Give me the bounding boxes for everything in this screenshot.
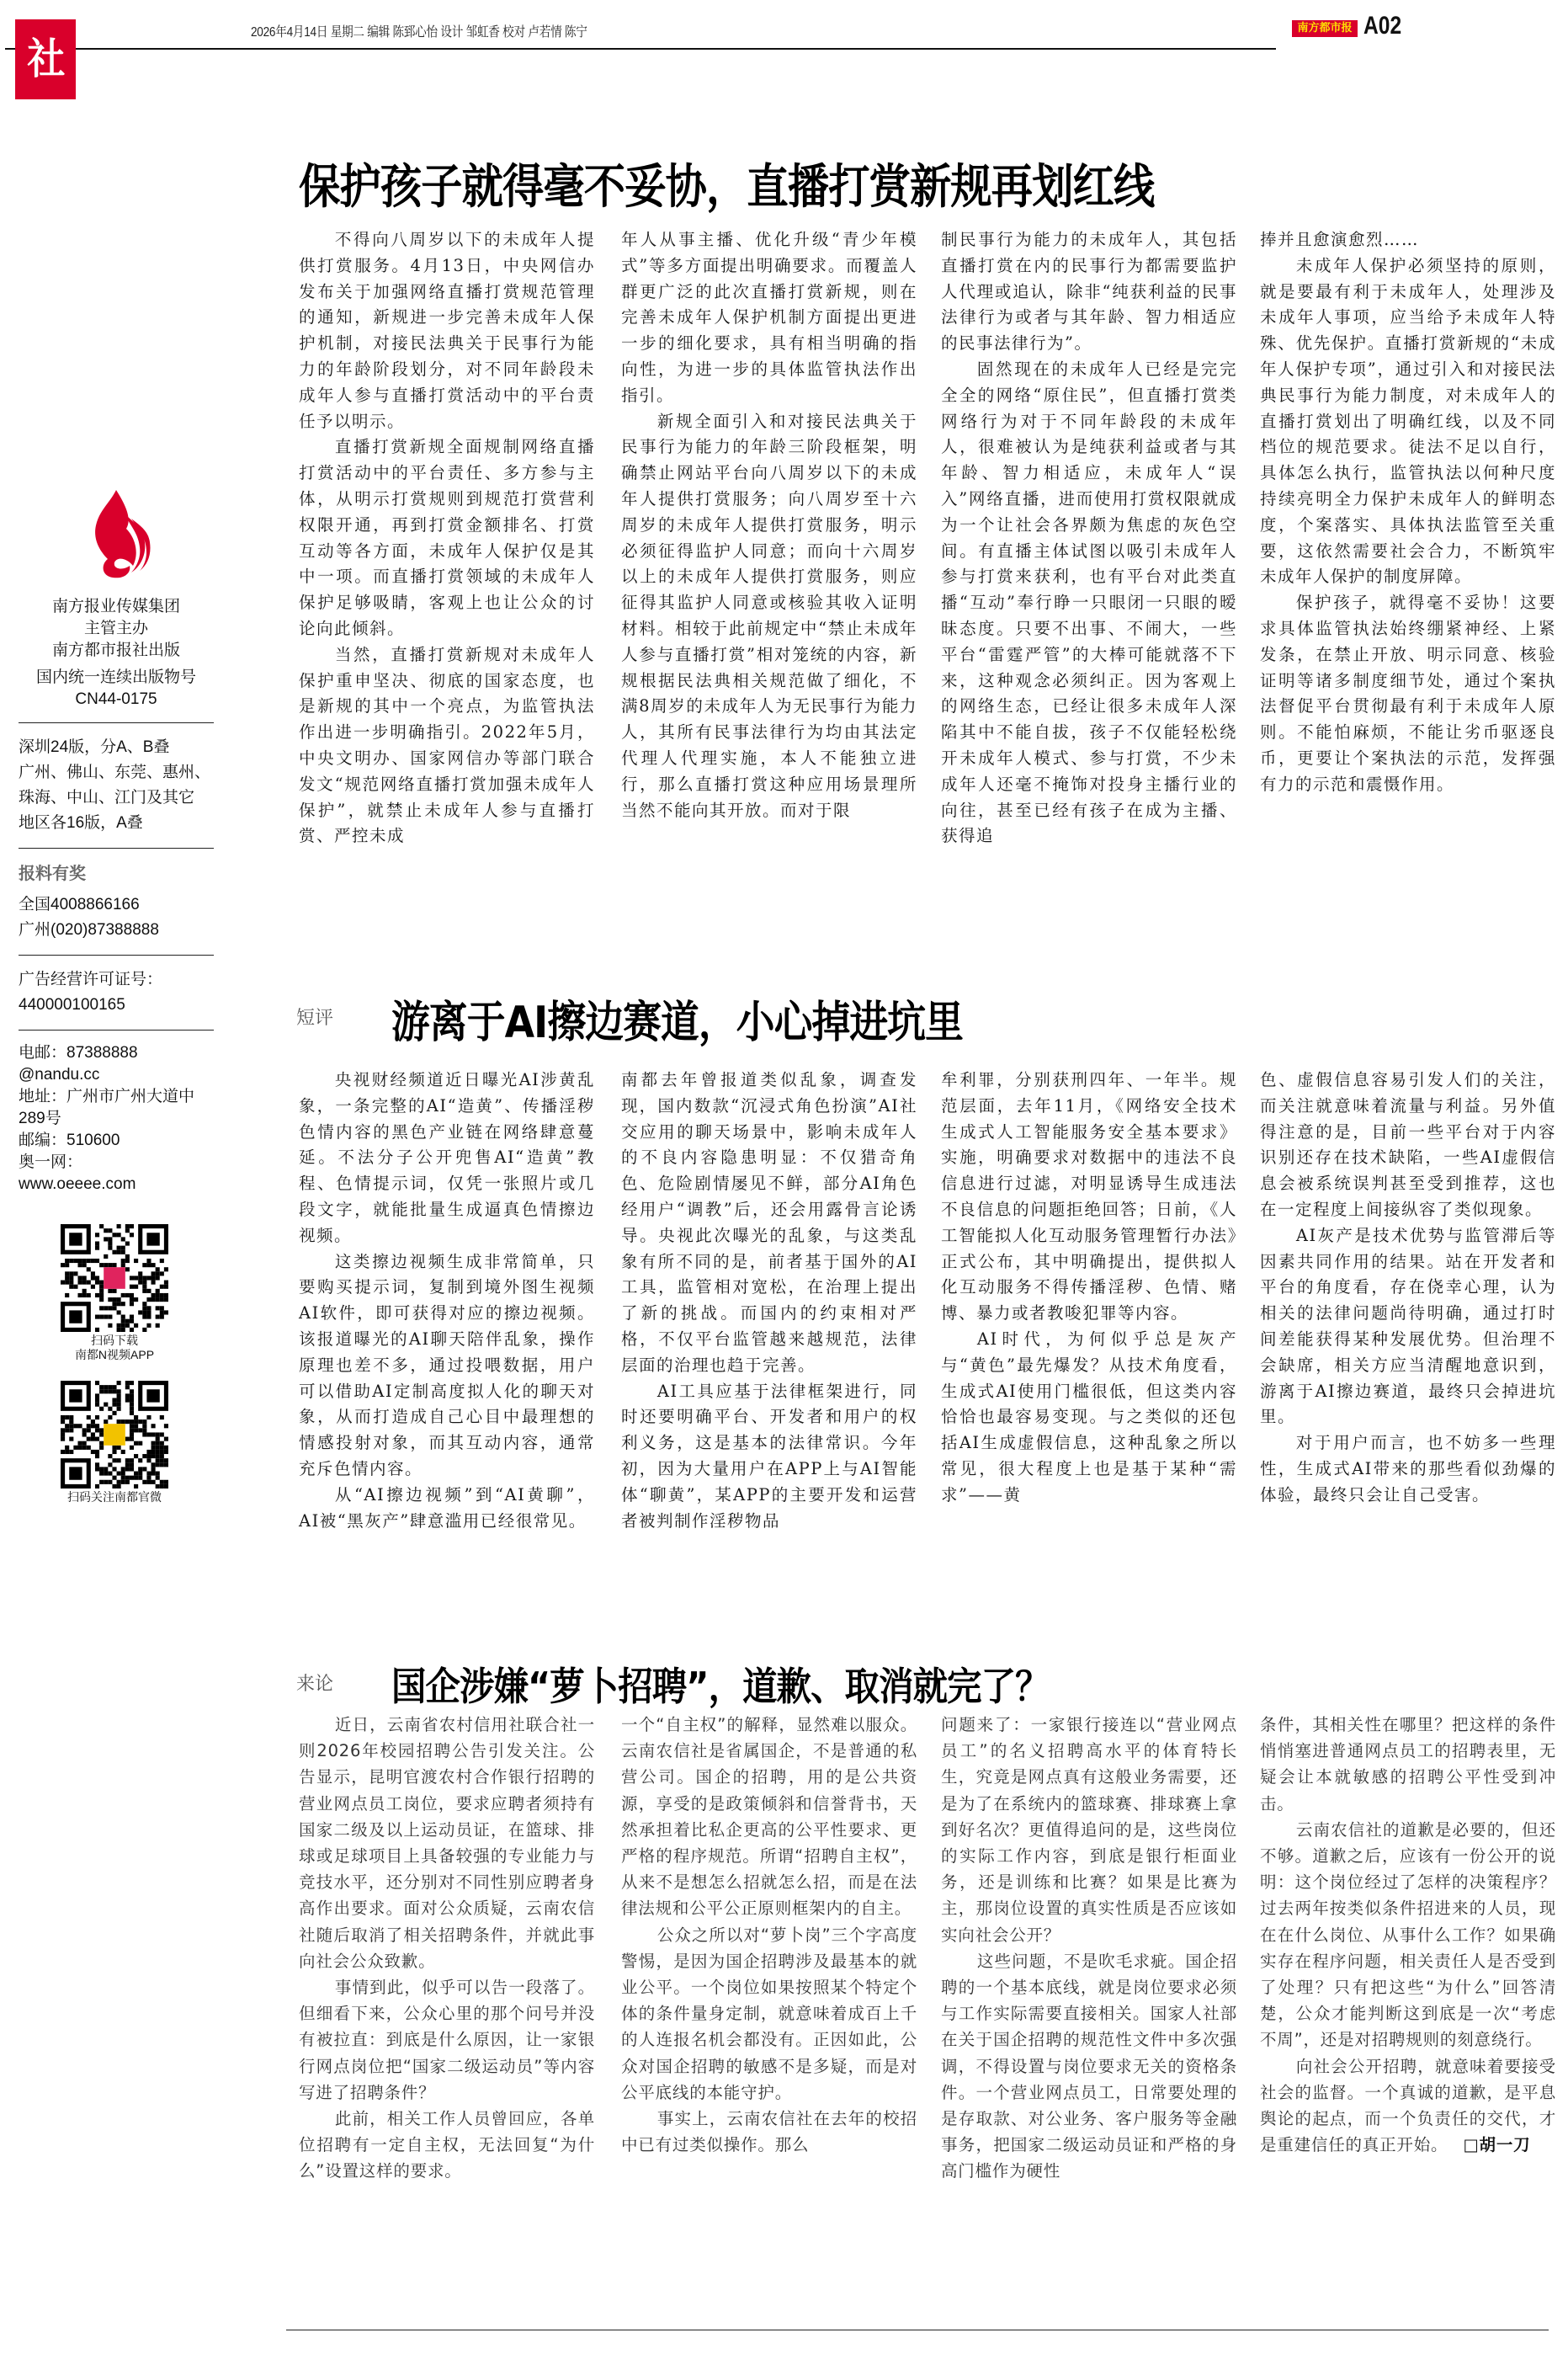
article-kicker: 短评 xyxy=(296,1008,334,1029)
article-headline: 游离于AI擦边赛道，小心掉进坑里 xyxy=(391,998,964,1048)
sidebar xyxy=(19,488,214,1505)
website-link[interactable]: www.oeeee.com xyxy=(19,1175,136,1193)
paragraph: 近日，云南省农村信用社联合社一则2026年校园招聘公告引发关注。公告显示，昆明官渡农村合作银行招聘的营业网点员工岗位，要求应聘者须持有国家二级及以上运动员证，在篮球、排球或足球项目上具备较强的专业能力与竞技水平，还分别对不同性别应聘者身高作出要求。面对公众质疑，云南农信社随后取消了相关招聘条件，并就此事向社会公众致歉。 xyxy=(299,1715,595,1971)
qr-code-icon xyxy=(61,1224,168,1332)
paragraph: 年人从事主播、优化升级“青少年模式”等多方面提出明确要求。而覆盖人群更广泛的此次直播打赏新规，则在完善未成年人保护机制方面提出更进一步的细化要求，具有相当明确的指向性，为进一步的具体监管执法作出指引。 xyxy=(621,230,917,405)
edition-line: 地区各16版，A叠 xyxy=(19,814,143,832)
article-column xyxy=(1260,1712,1556,2158)
paragraph: 捧并且愈演愈烈…… xyxy=(1260,230,1420,249)
serial-label: 国内统一连续出版物号 xyxy=(35,668,196,686)
edition-line: 珠海、中山、江门及其它 xyxy=(19,789,195,807)
contact-email-domain[interactable]: @nandu.cc xyxy=(19,1066,100,1084)
article-column xyxy=(941,1712,1237,2185)
author-byline: □胡一刀 xyxy=(1463,2135,1531,2155)
article-column xyxy=(299,1712,595,2185)
article-kicker: 来论 xyxy=(296,1674,334,1695)
tips-title: 报料有奖 xyxy=(19,865,86,883)
paragraph: 事实上，云南农信社在去年的校招中已有过类似操作。那么 xyxy=(621,2109,917,2155)
article-column xyxy=(941,1068,1237,1509)
qr-code-icon xyxy=(61,1381,168,1489)
edition-line: 广州、佛山、东莞、惠州、 xyxy=(19,764,211,781)
paragraph: 公众之所以对“萝卜岗”三个字高度警惕，是因为国企招聘涉及最基本的就业公平。一个岗位如果按照某个特定个体的条件量身定制，就意味着成百上千的人连报名机会都没有。正因如此，公众对国企招聘的敏感不是多疑，而是对公平底线的本能守护。 xyxy=(621,1925,917,2102)
article-column xyxy=(1260,227,1556,798)
article-headline: 国企涉嫌“萝卜招聘”，道歉、取消就完了？ xyxy=(391,1664,1050,1709)
article-column xyxy=(621,1712,917,2158)
qr-wechat-follow[interactable] xyxy=(61,1381,168,1505)
paragraph: 云南农信社的道歉是必要的，但还不够。道歉之后，应该有一份公开的说明：这个岗位经过了怎样的决策程序？过去两年按类似条件招进来的人员，现在在什么岗位、从事什么工作？如果确实存在程序问题，相关责任人是否受到了处理？只有把这些“为什么”回答清楚，公众才能判断这到底是一次“考虑不周”，还是对招聘规则的刻意绕行。 xyxy=(1260,1819,1556,2050)
article-column xyxy=(1260,1068,1556,1509)
contact-address-number: 289号 xyxy=(19,1110,61,1127)
hotline-national[interactable]: 全国4008866166 xyxy=(19,896,140,913)
qr-caption: 南都N视频APP xyxy=(74,1348,155,1361)
contact-email-line: 电邮：87388888 xyxy=(19,1044,138,1062)
publisher-info xyxy=(19,596,214,711)
article-column xyxy=(621,227,917,823)
paragraph: 南都去年曾报道类似乱象，调查发现，国内数款“沉浸式角色扮演”AI社交应用的聊天场景中，影响未成年人的不良内容隐患明显：不仅猎奇角色、危险剧情屡见不鲜，部分AI角色经用户“调教”后，还会用露骨言论诱导。央视此次曝光的乱象，与这类乱象有所不同的是，前者基于国外的AI工具，监管相对宽松，在治理上提出了新的挑战。而国内的约束相对严格，不仅平台监管越来越规范，法律层面的治理也趋于完善。 xyxy=(621,1070,917,1375)
paragraph: 未成年人保护必须坚持的原则，就是要最有利于未成年人，处理涉及未成年人事项，应当给予未成年人特殊、优先保护。直播打赏新规的“未成年人保护专项”，通过引入和对接民法典民事行为能力制度，对未成年人的直播打赏划出了明确红线，以及不同档位的规范要求。徒法不足以自行，具体怎么执行，监管执法以何种尺度持续亮明全力保护未成年人的鲜明态度，个案落实、具体执法监管至关重要，这依然需要社会合力，不断筑牢未成年人保护的制度屏障。 xyxy=(1260,255,1556,587)
divider xyxy=(19,722,214,723)
article-column xyxy=(299,1068,595,1534)
publisher-line: 南方报业传媒集团 xyxy=(51,598,180,615)
publisher-line: 南方都市报社出版 xyxy=(51,642,180,659)
contact-postcode: 邮编：510600 xyxy=(19,1132,120,1149)
paragraph: 从“AI擦边视频”到“AI黄聊”，AI被“黑灰产”肆意滥用已经很常见。 xyxy=(299,1484,595,1531)
paragraph: 这类擦边视频生成非常简单，只要购买提示词，复制到境外图生视频AI软件，即可获得对应的擦边视频。该报道曝光的AI聊天陪伴乱象，操作原理也差不多，通过投喂数据，用户可以借助AI定制高度拟人化的聊天对象，从而打造成自己心目中最理想的情感投射对象，而其互动内容，通常充斥色情内容。 xyxy=(299,1251,595,1478)
paragraph: 此前，相关工作人员曾回应，各单位招聘有一定自主权，无法回复“为什么”设置这样的要求。 xyxy=(299,2109,595,2181)
paragraph: 条件，其相关性在哪里？把这样的条件悄悄塞进普通网点员工的招聘表里，无疑会让本就敏感的招聘公平性受到冲击。 xyxy=(1260,1715,1556,1813)
paragraph: 问题来了：一家银行接连以“营业网点员工”的名义招聘高水平的体育特长生，究竟是网点真有这般业务需要，还是为了在系统内的篮球赛、排球赛上拿到好名次？更值得追问的是，这些岗位的实际工作内容，到底是银行柜面业务，还是训练和比赛？如果是比赛为主，那岗位设置的真实性质是否应该如实向社会公开？ xyxy=(941,1715,1237,1945)
article-column xyxy=(621,1068,917,1534)
section-badge xyxy=(15,19,76,163)
paragraph: 固然现在的未成年人已经是完完全全的网络“原住民”，但直播打赏类网络行为对于不同年龄段的未成年人，很难被认为是纯获利益或者与其年龄、智力相适应，未成年人“误入”网络直播，进而使用打赏权限就成为一个让社会各界颇为焦虑的灰色空间。有直播主体试图以吸引未成年人参与打赏来获利，也有平台对此类直播“互动”奉行睁一只眼闭一只眼的暧昧态度。只要不出事、不闹大，一些平台“雷霆严管”的大棒可能就落不下来，这种观念必须纠正。因为客观上的网络生态，已经让很多未成年人深陷其中不能自拔，孩子不仅能轻松绕开未成年人模式、参与打赏，不少未成年人还毫不掩饰对投身主播行业的向往，甚至已经有孩子在成为主播、获得追 xyxy=(941,359,1237,846)
section-label: 社论 xyxy=(27,35,64,163)
paragraph: 新规全面引入和对接民法典关于民事行为能力的年龄三阶段框架，明确禁止网站平台向八周岁以下的未成年人提供打赏服务；向八周岁至十六周岁的未成年人提供打赏服务，明示必须征得监护人同意；而向十六周岁以上的未成年人提供打赏服务，则应征得其监护人同意或核验其收入证明材料。相较于此前规定中“禁止未成年人参与直播打赏”相对笼统的内容，新规根据民法典相关规范做了细化，不满8周岁的未成年人为无民事行为能力人，其所有民事法律行为均由其法定代理人代理实施，本人不能独立进行，那么直播打赏这种应用场景理所当然不能向其开放。而对于限 xyxy=(621,411,917,820)
qr-caption: 扫码下载 xyxy=(91,1334,138,1347)
website-label: 奥一网： xyxy=(19,1153,83,1171)
paragraph: 一个“自主权”的解释，显然难以服众。云南农信社是省属国企，不是普通的私营公司。国企的招聘，用的是公共资源，享受的是政策倾斜和信誉背书，天然承担着比私企更高的公平性要求、更严格的程序规范。所谓“招聘自主权”，从来不是想怎么招就怎么招，而是在法律法规和公平公正原则框架内的自主。 xyxy=(621,1715,917,1919)
paragraph: 事情到此，似乎可以告一段落了。但细看下来，公众心里的那个问号并没有被拉直：到底是什么原因，让一家银行网点岗位把“国家二级运动员”等内容写进了招聘条件？ xyxy=(299,1978,595,2102)
paragraph: AI工具应基于法律框架进行，同时还要明确平台、开发者和用户的权利义务，这是基本的法律常识。今年初，因为大量用户在APP上与AI智能体“聊黄”，某APP的主要开发和运营者被判制作淫秽物品 xyxy=(621,1381,917,1531)
article-column xyxy=(299,227,595,849)
article-column xyxy=(941,227,1237,849)
contact-address-line: 地址：广州市广州大道中 xyxy=(19,1088,195,1105)
page-number: A02 xyxy=(1363,12,1402,40)
edition-info xyxy=(19,735,214,836)
divider xyxy=(19,955,214,956)
publisher-line: 主管主办 xyxy=(83,620,148,637)
divider xyxy=(19,848,214,849)
header-rule xyxy=(5,48,1276,50)
qr-app-download[interactable] xyxy=(61,1224,168,1362)
flame-logo-icon xyxy=(84,488,151,581)
paragraph: 当然，直播打赏新规对未成年人保护重申坚决、彻底的国家态度，也是新规的其中一个亮点，为监管执法作出进一步明确指引。2022年5月，中央文明办、国家网信办等部门联合发文“规范网络直播打赏加强未成年人保护”，就禁止未成年人参与直播打赏、严控未成 xyxy=(299,644,595,846)
paragraph: 这些问题，不是吹毛求疵。国企招聘的一个基本底线，就是岗位要求必须与工作实际需要直接相关。国家人社部在关于国企招聘的规范性文件中多次强调，不得设置与岗位要求无关的资格条件。一个营业网点员工，日常要处理的是存取款、对公业务、客户服务等金融事务，把国家二级运动员证和严格的身高门槛作为硬性 xyxy=(941,1951,1237,2181)
paragraph: 不得向八周岁以下的未成年人提供打赏服务。4月13日，中央网信办发布关于加强网络直播打赏规范管理的通知，新规进一步完善未成年人保护机制，对接民法典关于民事行为能力的年龄阶段划分，对不同年龄段未成年人参与直播打赏活动中的平台责任予以明示。 xyxy=(299,230,595,431)
hotline-guangzhou[interactable]: 广州(020)87388888 xyxy=(19,921,159,939)
paragraph: 色、虚假信息容易引发人们的关注，而关注就意味着流量与利益。另外值得注意的是，目前一些平台对于内容识别还存在技术缺陷，一些AI虚假信息会被系统误判甚至受到推荐，这也在一定程度上间接纵容了类似现象。 xyxy=(1260,1070,1556,1219)
paragraph: 央视财经频道近日曝光AI涉黄乱象，一条完整的AI“造黄”、传播淫秽色情内容的黑色产业链在网络肆意蔓延。不法分子公开兜售AI“造黄”教程、色情提示词，仅凭一张照片或几段文字，就能批量生成逼真色情擦边视频。 xyxy=(299,1070,595,1245)
paper-logo: 南方都市报 xyxy=(1292,20,1358,37)
paragraph: 制民事行为能力的未成年人，其包括直播打赏在内的民事行为都需要监护人代理或追认，除非“纯获利益的民事法律行为或者与其年龄、智力相适应的民事法律行为”。 xyxy=(941,230,1237,354)
issue-meta-line: 2026年4月14日 星期二 编辑 陈郅心怡 设计 邹虹香 校对 卢若情 陈宁 xyxy=(251,25,587,40)
contact-info xyxy=(19,1042,214,1196)
paragraph: 保护孩子，就得毫不妥协！这要求具体监管执法始终绷紧神经、上紧发条，在禁止开放、明示同意、核验证明等诸多制度细节处，通过个案执法督促平台贯彻最有利于未成年人原则。不能怕麻烦，不能让劣币驱逐良币，更要让个案执法的示范，发挥强有力的示范和震慑作用。 xyxy=(1260,593,1556,794)
paragraph: 对于用户而言，也不妨多一些理性，生成式AI带来的那些看似劲爆的体验，最终只会让自己受害。 xyxy=(1260,1433,1556,1505)
ad-license-number: 440000100165 xyxy=(19,996,125,1014)
paragraph: 牟利罪，分别获刑四年、一年半。规范层面，去年11月，《网络安全技术 生成式人工智能服务安全基本要求》实施，明确要求对数据中的违法不良信息进行过滤，对明显诱导生成违法不良信息的问题拒绝回答；日前，《人工智能拟人化互动服务管理暂行办法》正式公布，其中明确提出，提供拟人化互动服务不得传播淫秽、色情、赌博、暴力或者教唆犯罪等内容。 xyxy=(941,1070,1237,1323)
divider xyxy=(19,1030,214,1031)
paragraph: 直播打赏新规全面规制网络直播打赏活动中的平台责任、多方参与主体，从明示打赏规则到规范打赏营利权限开通，再到打赏金额排名、打赏互动等各方面，未成年人保护仅是其中一项。而直播打赏领域的未成年人保护足够吸睛，客观上也让公众的讨论向此倾斜。 xyxy=(299,437,595,638)
article-headline: 保护孩子就得毫不妥协，直播打赏新规再划红线 xyxy=(299,160,1155,215)
tips-hotline xyxy=(19,860,214,943)
paragraph: AI灰产是技术优势与监管滞后等因素共同作用的结果。站在开发者和平台的角度看，存在侥幸心理，认为相关的法律问题尚待明确，通过打时间差能获得某种发展优势。但治理不会缺席，相关方应当清醒地意识到，游离于AI擦边赛道，最终只会掉进坑里。 xyxy=(1260,1225,1556,1427)
ad-license-label: 广告经营许可证号： xyxy=(19,971,163,988)
serial-number: CN44-0175 xyxy=(75,690,157,708)
paragraph: 向社会公开招聘，就意味着要接受社会的监督。一个真诚的道歉，是平息舆论的起点，而一个负责任的交代，才是重建信任的真正开始。 □胡一刀 xyxy=(1260,2056,1556,2155)
edition-line: 深圳24版，分A、B叠 xyxy=(19,738,170,756)
ad-license xyxy=(19,967,214,1018)
qr-caption: 扫码关注南都官微 xyxy=(67,1490,162,1504)
paragraph: AI时代，为何似乎总是灰产与“黄色”最先爆发？从技术角度看，生成式AI使用门槛很低，但这类内容恰恰也最容易变现。与之类似的还包括AI生成虚假信息，这种乱象之所以常见，很大程度上也是基于某种“需求”——黄 xyxy=(941,1329,1237,1505)
